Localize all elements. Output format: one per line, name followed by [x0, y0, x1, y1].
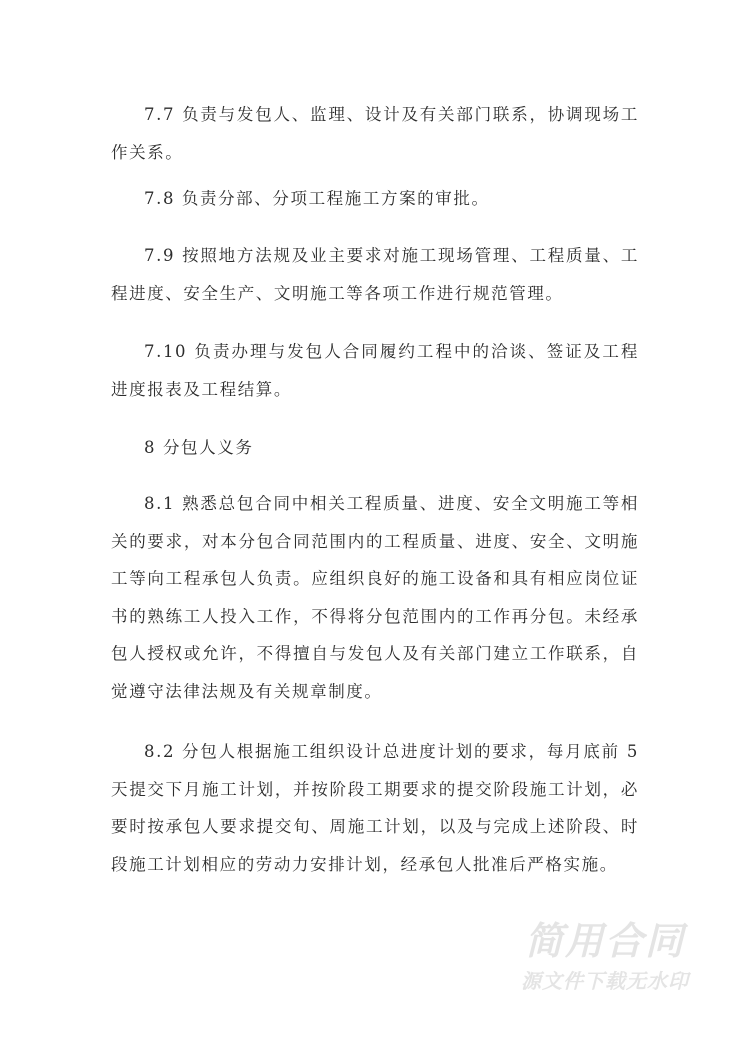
watermark	[510, 918, 700, 996]
clause-7-8: 7.8 负责分部、分项工程施工方案的审批。	[144, 189, 490, 208]
watermark-title: 简用合同	[524, 919, 685, 963]
section-heading-8: 8 分包人义务	[144, 438, 254, 457]
clause-8-1: 8.1 熟悉总包合同中相关工程质量、进度、安全文明施工等相关的要求，对本分包合同范围内的工程质量、进度、安全、文明施工等向工程承包人负责。应组织良好的施工设备和具有相应岗位证书的熟练工人投入工作，不得将分包范围内的工作再分包。未经承包人授权或允许，不得擅自与发包人及有关部门建立工作联系，自觉遵守法律法规及有关规章制度。	[111, 494, 639, 701]
clause-7-7: 7.7 负责与发包人、监理、设计及有关部门联系，协调现场工作关系。	[111, 105, 639, 162]
clause-7-9: 7.9 按照地方法规及业主要求对施工现场管理、工程质量、工程进度、安全生产、文明施工等各项工作进行规范管理。	[111, 246, 639, 303]
clause-8-2: 8.2 分包人根据施工组织设计总进度计划的要求，每月底前 5 天提交下月施工计划，并按阶段工期要求的提交阶段施工计划，必要时按承包人要求提交旬、周施工计划，以及与完成上述阶段、时段施工计划相应的劳动力安排计划，经承包人批准后严格实施。	[111, 742, 639, 874]
watermark-subtitle: 源文件下载无水印	[521, 969, 689, 993]
clause-7-10: 7.10 负责办理与发包人合同履约工程中的洽谈、签证及工程进度报表及工程结算。	[111, 342, 639, 399]
